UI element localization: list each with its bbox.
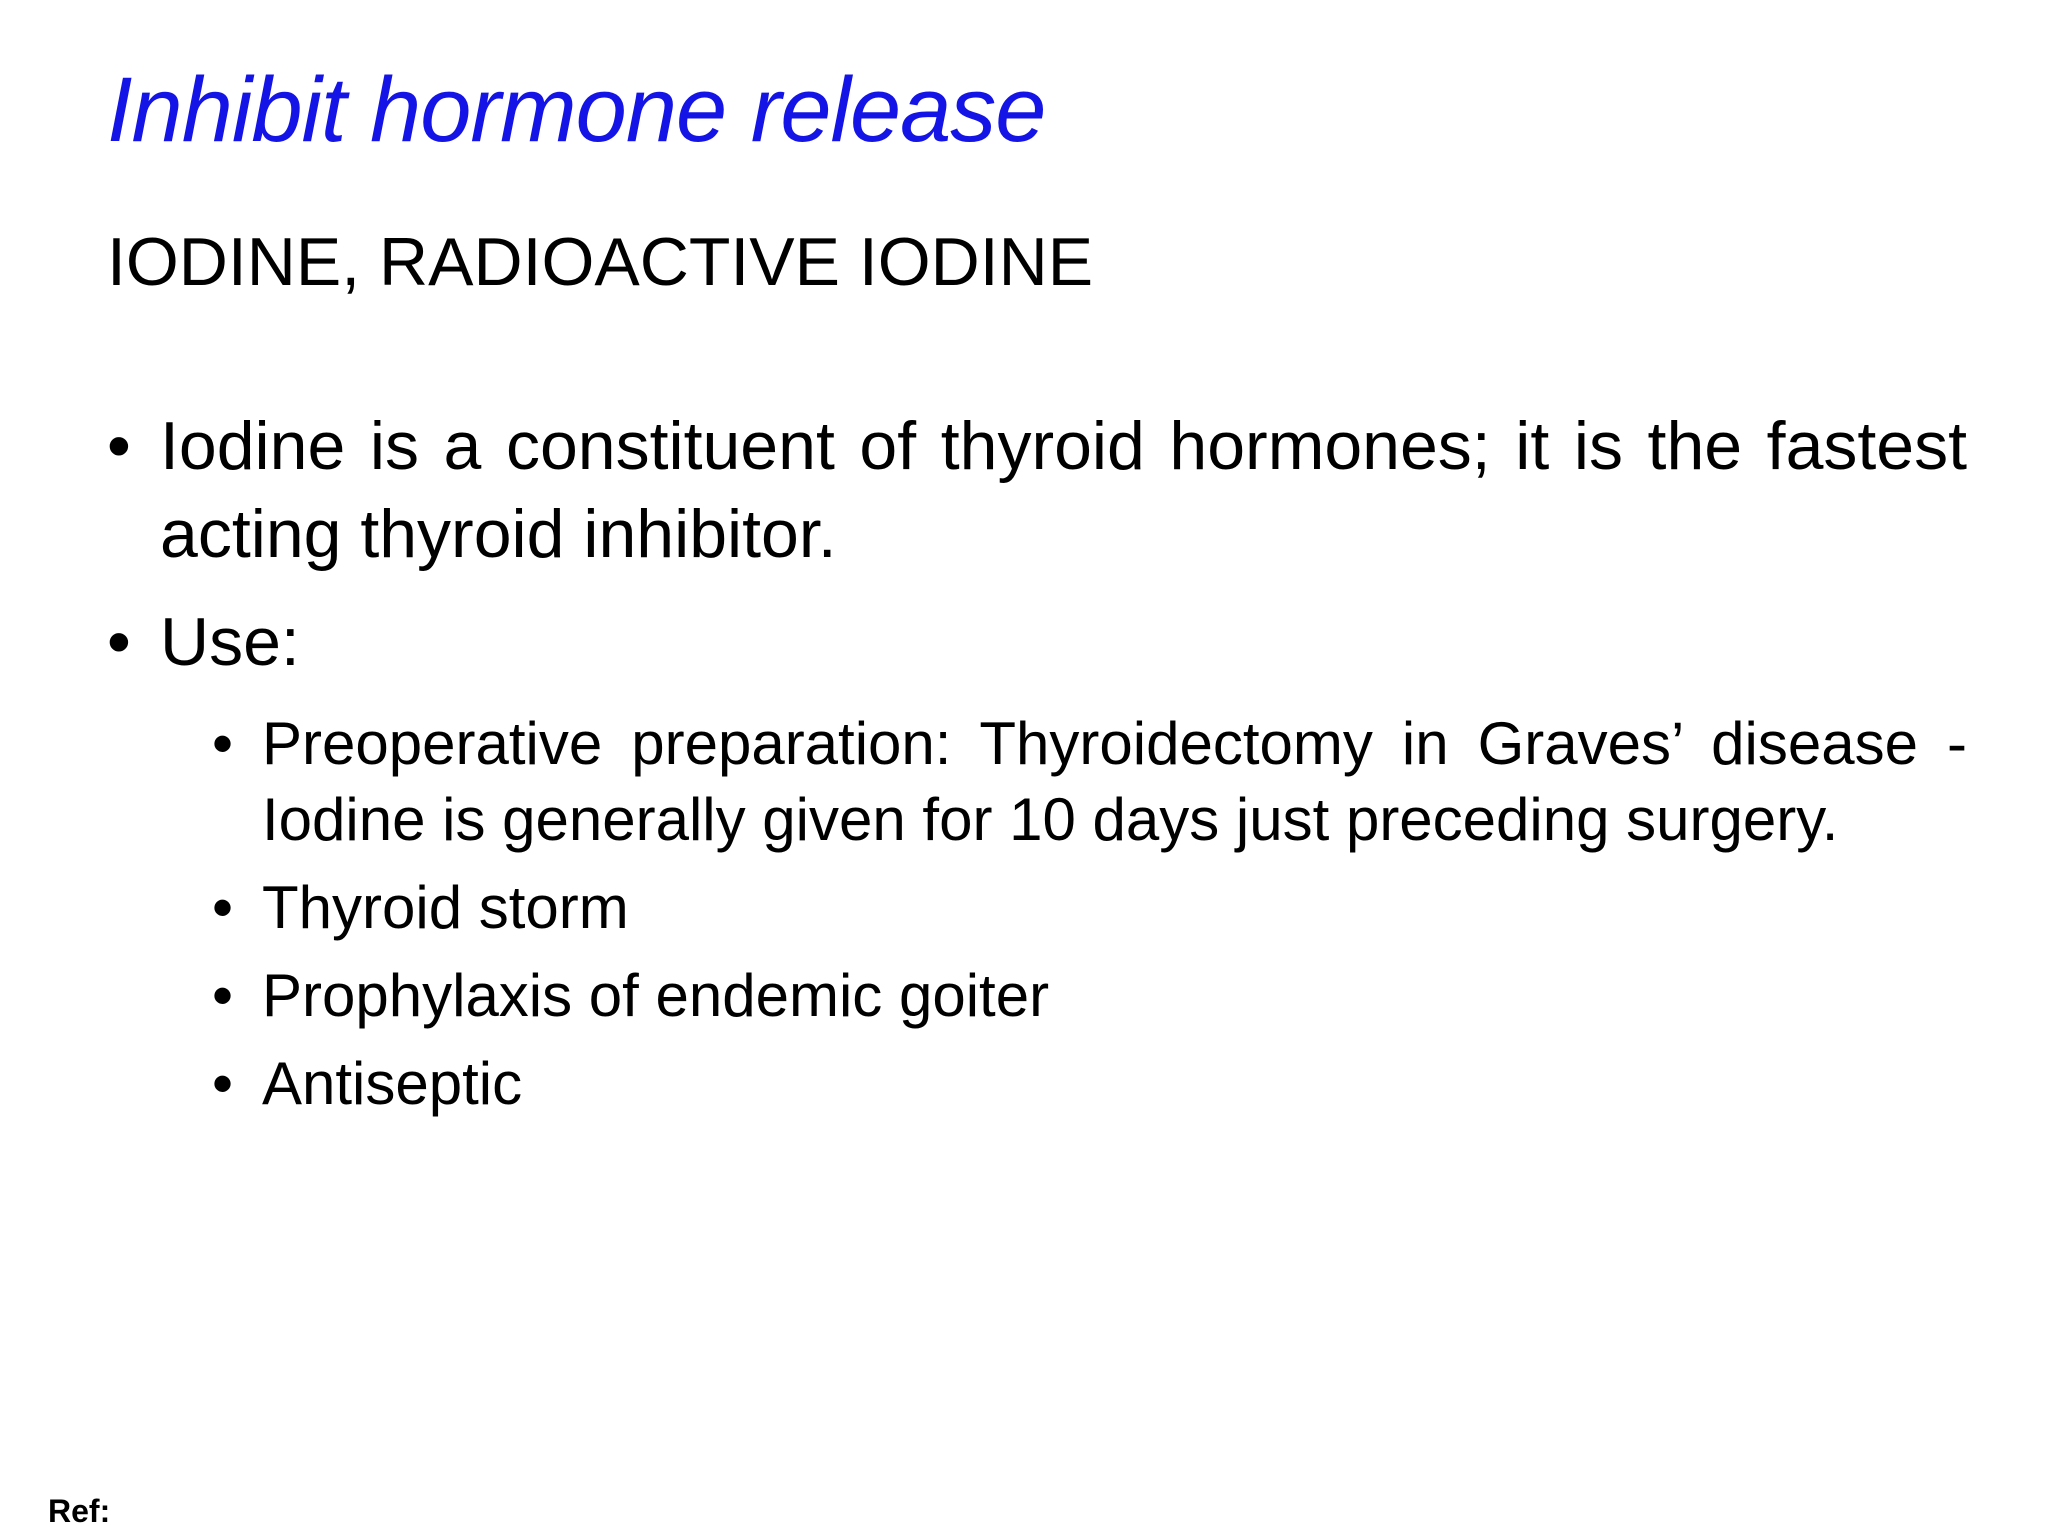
bullet-text: Iodine is a constituent of thyroid hormones; it is the fastest acting thyroid inhibitor. [160,408,1967,572]
sub-bullet-item [107,870,1967,946]
sub-bullet-item [107,1046,1967,1122]
slide-title: Inhibit hormone release [107,59,1046,161]
slide-body [107,402,1967,1134]
bullet-icon: • [212,874,234,941]
sub-bullet-list [107,706,1967,1122]
slide-subtitle: IODINE, RADIOACTIVE IODINE [107,224,1094,300]
sub-bullet-item [107,958,1967,1034]
sub-bullet-text: Thyroid storm [262,874,629,941]
sub-bullet-text: Antiseptic [262,1050,523,1117]
bullet-icon: • [107,408,131,484]
bullet-icon: • [212,710,234,777]
sub-bullet-text: Preoperative preparation: Thyroidectomy in Graves’ disease - Iodine is generally given for 10 days just preceding surgery. [262,710,1967,853]
footer-ref: Ref: [48,1493,111,1529]
sub-bullet-text: Prophylaxis of endemic goiter [262,962,1050,1029]
bullet-icon: • [212,1050,234,1117]
bullet-icon: • [212,962,234,1029]
bullet-item [107,598,1967,686]
bullet-icon: • [107,604,131,680]
bullet-item [107,402,1967,578]
sub-bullet-item [107,706,1967,858]
bullet-text: Use: [160,604,300,680]
